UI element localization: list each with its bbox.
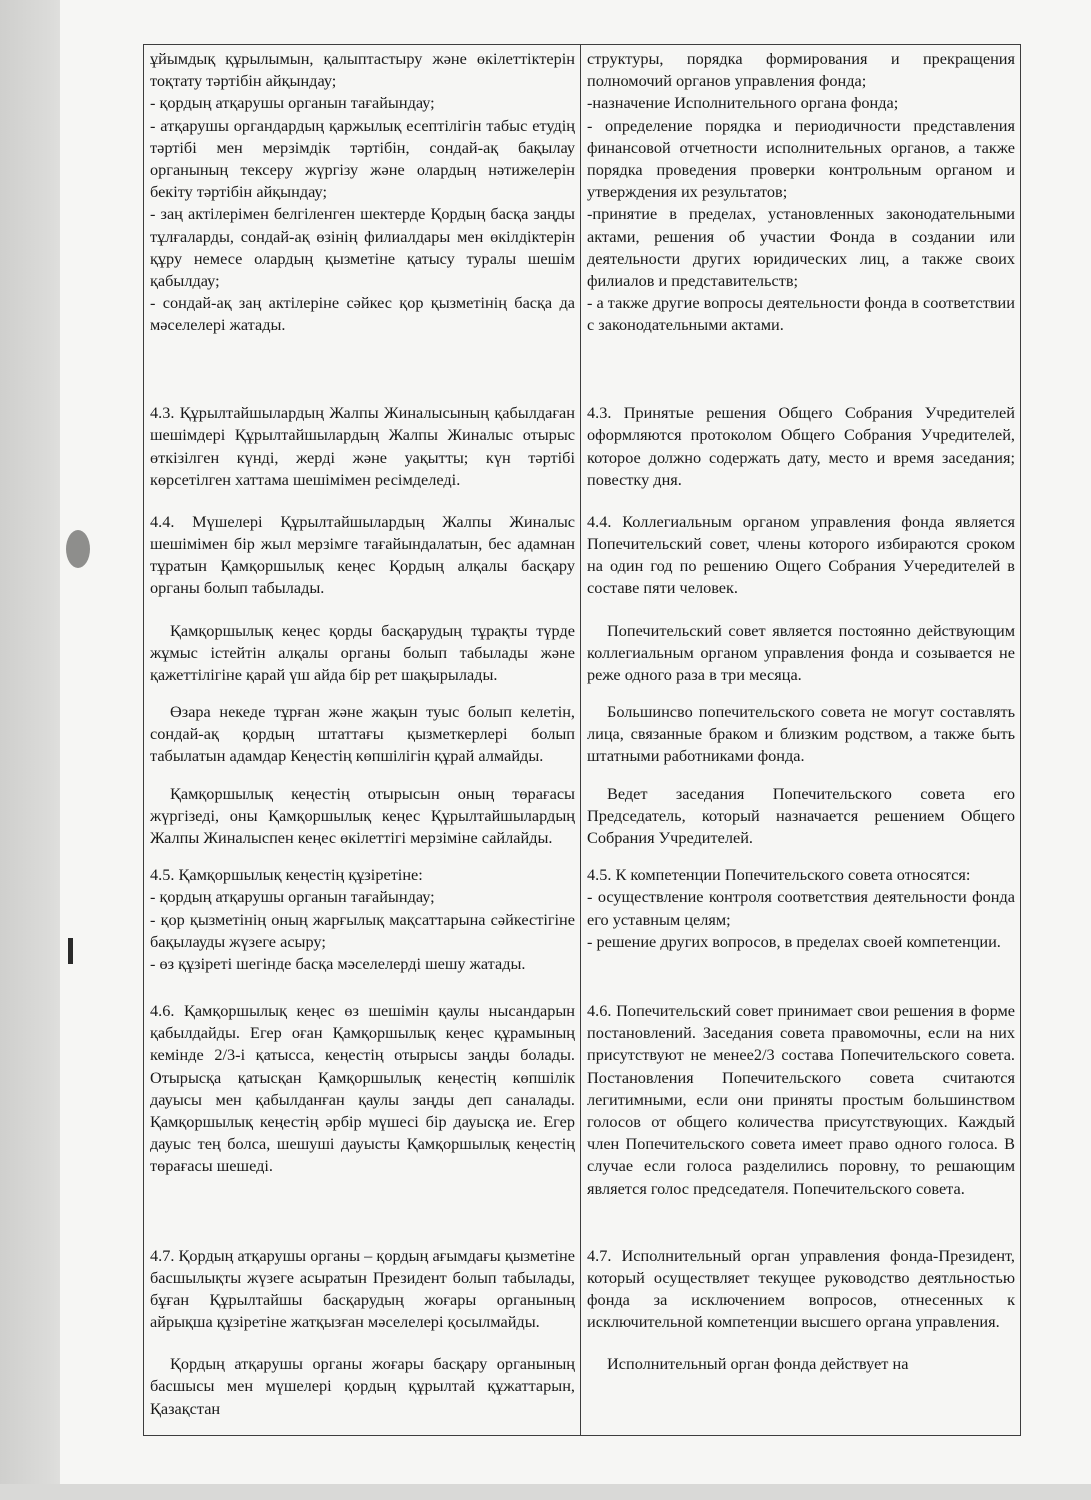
- russian-paragraph: Большинсво попечительского совета не могут составлять лица, связанные браком и близким родством, а также быть штатными работниками фонда.: [587, 702, 1015, 766]
- russian-text-cell: [581, 701, 1021, 783]
- kazakh-text-cell: [144, 620, 581, 702]
- kazakh-paragraph: Қамқоршылық кеңестің отырысын оның төрағасы жүргізеді, оны Қамқоршылық кеңес Құрылтайшылардың Жалпы Жиналыспен кеңес өкілеттігі мерзіміне сайлайды.: [150, 783, 575, 847]
- section-row: [144, 45, 1021, 403]
- kazakh-text-cell: [144, 402, 581, 511]
- russian-text-cell: [581, 45, 1021, 403]
- kazakh-paragraph: - атқарушы органдардың қаржылық есептілігін табыс етудің тәртібі мен мерзімдік тәртібін, сондай-ақ бақылау органының тексеру жүргізу және олардың нәтижелерін бекіту тәртібін айқындау;: [150, 115, 575, 202]
- russian-paragraph: Попечительский совет является постоянно действующим коллегиальным органом управления фонда и созывается не реже одного раза в три месяца.: [587, 620, 1015, 684]
- margin-mark: [68, 938, 73, 964]
- russian-paragraph: - решение других вопросов, в пределах своей компетенции.: [587, 931, 1001, 951]
- russian-paragraph: 4.6. Попечительский совет принимает свои решения в форме постановлений. Заседания совета правомочны, если на них присутствуют не менее2/3 состава Попечительского совета. Постановления Попечительского совета считаются легитимными, если они приняты простым большинством голосов от общего количества присутствующих. Каждый член Попечительского совета имеет право одного голоса. В случае если голоса разделились поровну, то решающим является голос председателя. Попечительского совета.: [587, 1000, 1015, 1198]
- russian-paragraph: структуры, порядка формирования и прекращения полномочий органов управления фонда;: [587, 49, 1015, 91]
- kazakh-paragraph: - қор қызметінің оның жарғылық мақсаттарына сәйкестігіне бақылауды жүзеге асыру;: [150, 909, 575, 951]
- kazakh-paragraph: - сондай-ақ заң актілеріне сәйкес қор қызметінің басқа да мәселелері жатады.: [150, 293, 575, 335]
- kazakh-paragraph: - өз құзіреті шегінде басқа мәселелерді шешу жатады.: [150, 953, 526, 973]
- kazakh-paragraph: Қордың атқарушы органы жоғары басқару органының басшысы мен мүшелері қордың құрылтай құжаттарын, Қазақстан: [150, 1354, 575, 1418]
- russian-text-cell: [581, 620, 1021, 702]
- russian-text-cell: [581, 402, 1021, 511]
- russian-paragraph: 4.3. Принятые решения Общего Собрания Учредителей оформляются протоколом Общего Собрания Учредителей, которое должно содержать дату, место и время заседания; повестку дня.: [587, 403, 1015, 489]
- kazakh-paragraph: - қордың атқарушы органын тағайындау;: [150, 93, 435, 113]
- kazakh-paragraph: 4.5. Қамқоршылық кеңестің құзіретіне:: [150, 865, 423, 885]
- punch-hole: [66, 530, 90, 568]
- kazakh-paragraph: - заң актілерімен белгіленген шектерде Қордың басқа заңды тұлғаларды, сондай-ақ өзінің филиалдары мен өкілдіктерін құру немесе олардың қызметіне қатысу туралы шешім қабылдау;: [150, 204, 575, 291]
- section-row: [144, 783, 1021, 865]
- russian-paragraph: - осуществление контроля соответствия деятельности фонда его уставным целям;: [587, 887, 1015, 929]
- russian-paragraph: 4.5. К компетенции Попечительского совета относятся:: [587, 865, 971, 885]
- kazakh-paragraph: 4.3. Құрылтайшылардың Жалпы Жиналысының қабылдаған шешімдері Құрылтайшылардың Жалпы Жиналыс отырыс өткізілген күнді, жерді және уақытты; күн тәртібі көрсетілген хаттама шешімімен ресімделеді.: [150, 403, 575, 489]
- section-row: [144, 402, 1021, 511]
- kazakh-text-cell: [144, 1245, 581, 1354]
- section-row: [144, 1245, 1021, 1354]
- section-row: [144, 864, 1021, 1000]
- russian-text-cell: [581, 1353, 1021, 1435]
- kazakh-text-cell: [144, 701, 581, 783]
- kazakh-paragraph: Өзара некеде тұрған және жақын туыс болып келетін, сондай-ақ қордың штаттағы қызметкерлері болып табылатын адамдар Кеңестің көпшілігін құрай алмайды.: [150, 702, 575, 766]
- kazakh-paragraph: ұйымдық құрылымын, қалыптастыру және өкілеттіктерін тоқтату тәртібін айқындау;: [150, 49, 575, 91]
- kazakh-text-cell: [144, 864, 581, 1000]
- russian-text-cell: [581, 1245, 1021, 1354]
- russian-text-cell: [581, 511, 1021, 620]
- kazakh-paragraph: Қамқоршылық кеңес қорды басқарудың тұрақты түрде жұмыс істейтін алқалы органы болып табылады және қажеттілігіне қарай үш айда бір рет шақырылады.: [150, 620, 575, 684]
- section-row: [144, 701, 1021, 783]
- russian-paragraph: 4.4. Коллегиальным органом управления фонда является Попечительский совет, члены которого избираются сроком на один год по решению Ощего Собрания Учередителей в составе пяти человек.: [587, 511, 1015, 598]
- kazakh-paragraph: 4.7. Қордың атқарушы органы – қордың ағымдағы қызметіне басшылықты жүзеге асыратын Президент болып табылады, бұған Құрылтайшы басқарудың жоғары органының айрықша құзіретіне жатқызған мәселелері қосылмайды.: [150, 1245, 575, 1332]
- russian-paragraph: - определение порядка и периодичности представления финансовой отчетности исполнительных органов, а также порядка проведения проверки контрольным органом и утверждения их результатов;: [587, 115, 1015, 202]
- charter-table-body: [144, 45, 1021, 1436]
- russian-paragraph: Исполнительный орган фонда действует на: [607, 1354, 909, 1374]
- russian-paragraph: Ведет заседания Попечительского совета его Председатель, который назначается решением Общего Собрания Учредителей.: [587, 783, 1015, 847]
- scan-bottom-edge: [0, 1484, 1091, 1500]
- section-row: [144, 1353, 1021, 1435]
- russian-text-cell: [581, 783, 1021, 865]
- kazakh-text-cell: [144, 1000, 581, 1245]
- kazakh-text-cell: [144, 1353, 581, 1435]
- section-row: [144, 1000, 1021, 1245]
- russian-paragraph: -назначение Исполнительного органа фонда;: [587, 93, 899, 113]
- kazakh-text-cell: [144, 511, 581, 620]
- russian-paragraph: - а также другие вопросы деятельности фонда в соответствии с законодательными актами.: [587, 293, 1015, 335]
- kazakh-paragraph: 4.6. Қамқоршылық кеңес өз шешімін қаулы нысандарын қабылдайды. Егер оған Қамқоршылық кеңес құрамының кемінде 2/3-і қатысса, кеңестің отырысы заңды болады. Отырысқа қатысқан Қамқоршылық кеңестің көпшілік дауысы мен қабылданған қаулы заңды деп саналады. Қамқоршылық кеңестің әрбір мүшесі бір дауысқа ие. Егер дауыс тең болса, шешуші дауысты Қамқоршылық кеңестің төрағасы шешеді.: [150, 1000, 575, 1176]
- kazakh-text-cell: [144, 783, 581, 865]
- kazakh-paragraph: - қордың атқарушы органын тағайындау;: [150, 887, 435, 907]
- bilingual-charter-table: [143, 44, 1021, 1436]
- section-row: [144, 620, 1021, 702]
- kazakh-paragraph: 4.4. Мүшелері Құрылтайшылардың Жалпы Жиналыс шешімімен бір жыл мерзімге тағайындалатын, бес адамнан тұратын Қамқоршылық кеңес Қордың алқалы басқару органы болып табылады.: [150, 511, 575, 598]
- russian-paragraph: 4.7. Исполнительный орган управления фонда-Президент, который осуществляет текущее руководство деятльностью фонда за исключением вопросов, отнесенных к исключительной компетенции высшего органа управления.: [587, 1245, 1015, 1332]
- kazakh-text-cell: [144, 45, 581, 403]
- section-row: [144, 511, 1021, 620]
- russian-text-cell: [581, 864, 1021, 1000]
- russian-text-cell: [581, 1000, 1021, 1245]
- russian-paragraph: -принятие в пределах, установленных законодательными актами, решения об участии Фонда в создании или деятельности других юридических лиц, а также своих филиалов и представительств;: [587, 204, 1015, 291]
